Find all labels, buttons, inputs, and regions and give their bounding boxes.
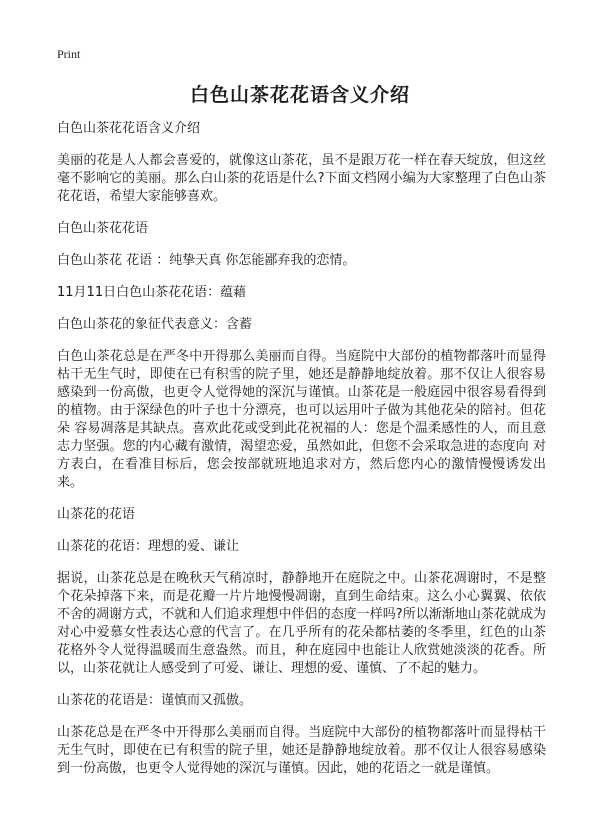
section-heading: 山茶花的花语 [57, 507, 136, 522]
print-link[interactable]: Print [57, 47, 81, 61]
intro-paragraph: 美丽的花是人人都会喜爱的，就像这山茶花，虽不是跟万花一样在春天绽放，但这丝毫不影响它的美丽。那么白山茶的花语是什么?下面文档网小编为大家整理了白色山茶花花语，希望大家能够喜欢。 [57, 153, 546, 204]
body-paragraph: 白色山茶花总是在严冬中开得那么美丽而自得。当庭院中大部份的植物都落叶而显得枯干无生气时，即使在已有积雪的院子里，她还是静静地绽放着。那不仅让人很容易感染到一份高傲，也更令人觉得她的深沉与谨慎。山茶花是一般庭园中很容易看得到的植物。由于深绿色的叶子也十分漂亮，也可以运用叶子做为其他花朵的陪衬。但花朵 容易凋落是其缺点。喜欢此花或受到此花祝福的人：您是个温柔感性的人，而且意志力坚强。您的内心藏有激情，渴望恋爱，虽然如此，但您不会采取急进的态度向 对方表白，在看准目标后，您会按部就班地追求对方，然后您内心的激情慢慢诱发出来。 [57, 349, 546, 490]
body-paragraph: 山茶花总是在严冬中开得那么美丽而自得。当庭院中大部份的植物都落叶而显得枯干无生气时，即使在已有积雪的院子里，她还是静静地绽放着。那不仅让人很容易感染到一份高傲，也更令人觉得她的深沉与谨慎。因此，她的花语之一就是谨慎。 [57, 725, 546, 776]
section-heading: 白色山茶花花语含义介绍 [57, 121, 201, 136]
body-paragraph: 据说，山茶花总是在晚秋天气稍凉时，静静地开在庭院之中。山茶花凋谢时，不是整个花朵掉落下来，而是花瓣一片片地慢慢凋谢，直到生命结束。这么小心翼翼、依依不舍的凋谢方式，不就和人们追求理想中伴侣的态度一样吗?所以渐渐地山茶花就成为对心中爱慕女性表达心意的代言了。在几乎所有的花朵都枯萎的冬季里，红色的山茶花格外令人觉得温暖而生意盎然。而且，种在庭园中也能让人欣赏她淡淡的花香。所以，山茶花就让人感受到了可爱、谦让、理想的爱、谨慎、了不起的魅力。 [57, 571, 546, 676]
text-line: 11月11日白色山茶花花语：蕴藉 [57, 285, 247, 300]
text-line: 山茶花的花语：理想的爱、谦让 [57, 539, 240, 554]
document-title: 白色山茶花花语含义介绍 [189, 84, 410, 106]
document-body [57, 120, 546, 778]
section-heading: 白色山茶花花语 [57, 221, 149, 236]
text-line: 山茶花的花语是：谨慎而又孤傲。 [57, 693, 253, 708]
text-line: 白色山茶花的象征代表意义：含蓄 [57, 317, 253, 332]
text-line: 白色山茶花 花语 ：纯挚天真 你怎能鄙弃我的恋情。 [57, 253, 356, 268]
